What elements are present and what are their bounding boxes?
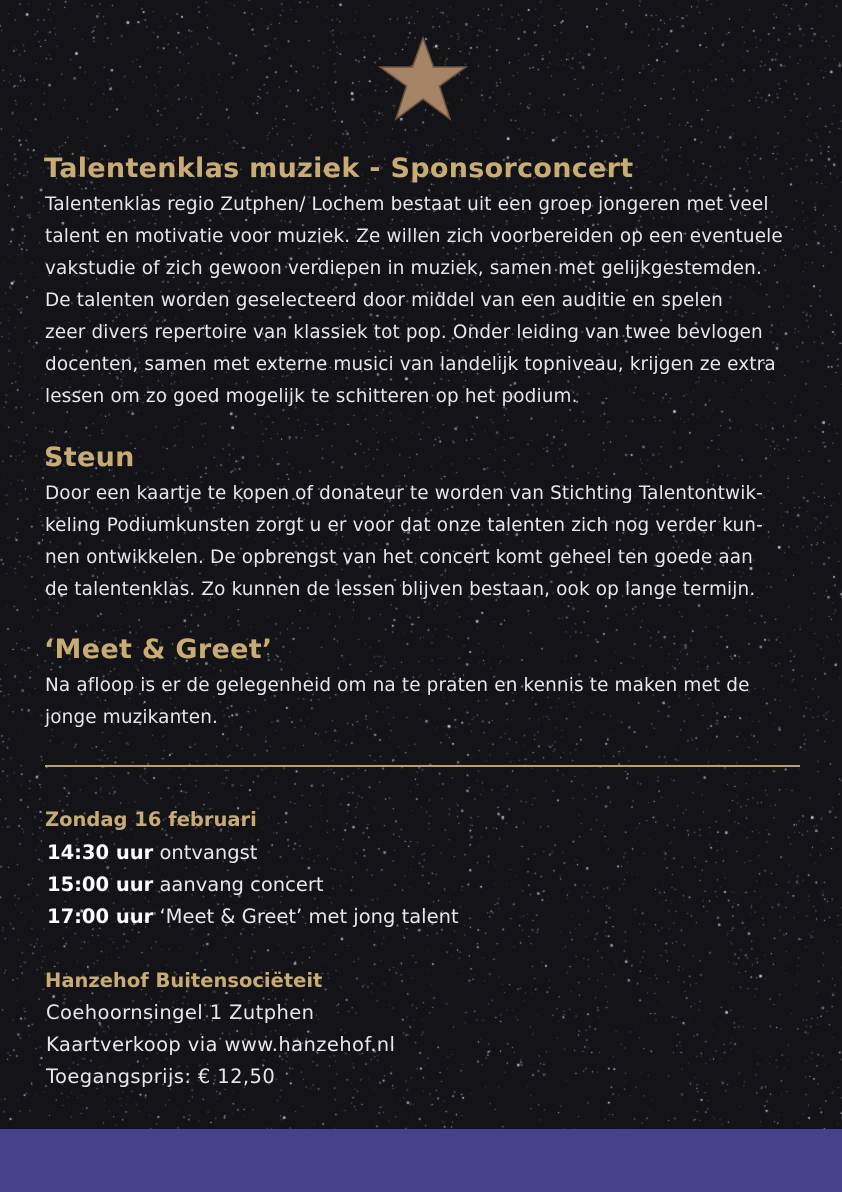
text-line: Na afloop is er de gelegenheid om na te praten en kennis te maken met de <box>45 675 750 696</box>
text-line: Talentenklas regio Zutphen/ Lochem bestaat uit een groep jongeren met veel <box>45 194 769 215</box>
schedule-time: 15:00 uur <box>47 873 154 896</box>
text-line: vakstudie of zich gewoon verdiepen in muziek, samen met gelijkgestemden. <box>45 258 762 279</box>
intro-heading: Talentenklas muziek - Sponsorconcert <box>44 153 634 184</box>
schedule-desc: ‘Meet & Greet’ met jong talent <box>153 905 459 928</box>
meet-greet-heading: ‘Meet & Greet’ <box>44 634 273 665</box>
venue-address: Coehoornsingel 1 Zutphen <box>46 1001 315 1024</box>
schedule-row <box>47 901 459 933</box>
schedule <box>47 837 459 933</box>
ticket-sales: Kaartverkoop via www.hanzehof.nl <box>46 1033 396 1056</box>
text-line: Door een kaartje te kopen of donateur te worden van Stichting Talentontwik- <box>45 483 764 504</box>
schedule-time: 17:00 uur <box>47 905 154 928</box>
intro-paragraph <box>45 189 815 413</box>
text-line: de talentenklas. Zo kunnen de lessen blijven bestaan, ook op lange termijn. <box>45 579 756 600</box>
divider <box>45 765 800 767</box>
venue-name: Hanzehof Buitensociëteit <box>45 969 323 992</box>
bottom-band <box>0 1129 842 1192</box>
schedule-time: 14:30 uur <box>47 841 154 864</box>
text-line: lessen om zo goed mogelijk te schitteren op het podium. <box>45 386 578 407</box>
ticket-price: Toegangsprijs: € 12,50 <box>46 1065 276 1088</box>
schedule-desc: ontvangst <box>153 841 258 864</box>
steun-heading: Steun <box>44 442 135 473</box>
star-icon <box>377 36 469 124</box>
text-line: talent en motivatie voor muziek. Ze willen zich voorbereiden op een eventuele <box>45 226 783 247</box>
event-date: Zondag 16 februari <box>45 808 257 831</box>
text-line: keling Podiumkunsten zorgt u er voor dat onze talenten zich nog verder kun- <box>45 515 763 536</box>
text-line: jonge muzikanten. <box>45 707 219 728</box>
text-line: docenten, samen met externe musici van landelijk topniveau, krijgen ze extra <box>45 354 776 375</box>
schedule-desc: aanvang concert <box>153 873 324 896</box>
text-line: nen ontwikkelen. De opbrengst van het concert komt geheel ten goede aan <box>45 547 753 568</box>
text-line: De talenten worden geselecteerd door middel van een auditie en spelen <box>45 290 723 311</box>
meet-greet-paragraph <box>45 670 815 734</box>
text-line: zeer divers repertoire van klassiek tot pop. Onder leiding van twee bevlogen <box>45 322 763 343</box>
steun-paragraph <box>45 478 815 606</box>
schedule-row <box>47 869 459 901</box>
schedule-row <box>47 837 459 869</box>
venue-details <box>46 997 395 1093</box>
